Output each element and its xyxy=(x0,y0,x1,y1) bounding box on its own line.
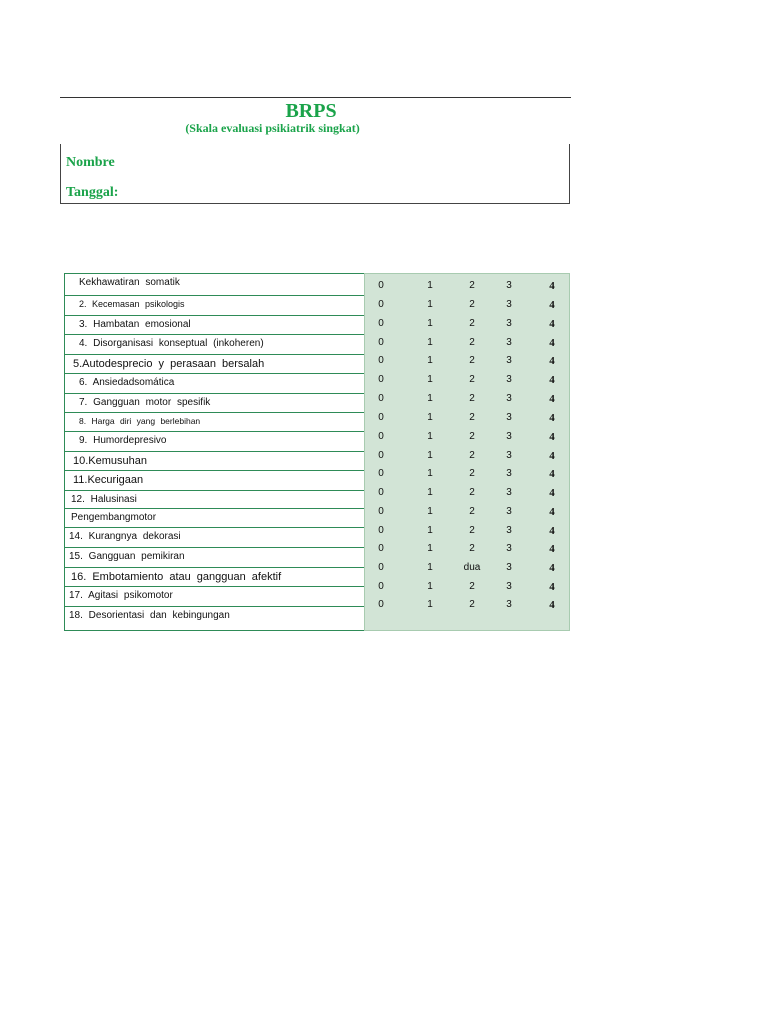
symptom-row xyxy=(65,316,364,335)
score-option-1[interactable]: 1 xyxy=(427,299,433,310)
score-option-3[interactable]: 3 xyxy=(506,355,512,366)
score-option-2[interactable]: 2 xyxy=(469,468,475,479)
symptom-row xyxy=(65,528,364,548)
score-option-2[interactable]: 2 xyxy=(469,355,475,366)
score-row xyxy=(365,599,571,617)
score-option-3[interactable]: 3 xyxy=(506,450,512,461)
score-option-0[interactable]: 0 xyxy=(378,393,384,404)
score-option-2[interactable]: 2 xyxy=(469,318,475,329)
symptom-label: 10.Kemusuhan xyxy=(73,455,147,467)
score-option-0[interactable]: 0 xyxy=(378,318,384,329)
symptom-row xyxy=(65,296,364,316)
score-option-1[interactable]: 1 xyxy=(427,562,433,573)
symptom-row xyxy=(65,432,364,452)
score-option-3[interactable]: 3 xyxy=(506,581,512,592)
score-option-0[interactable]: 0 xyxy=(378,337,384,348)
score-option-2[interactable]: 2 xyxy=(469,337,475,348)
symptom-row xyxy=(65,568,364,587)
score-option-2[interactable]: 2 xyxy=(469,393,475,404)
score-option-4[interactable]: 4 xyxy=(549,355,555,367)
score-option-1[interactable]: 1 xyxy=(427,374,433,385)
symptom-row xyxy=(65,335,364,355)
score-option-1[interactable]: 1 xyxy=(427,581,433,592)
symptom-label: 3. Hambatan emosional xyxy=(79,319,191,330)
score-option-0[interactable]: 0 xyxy=(378,487,384,498)
score-option-3[interactable]: 3 xyxy=(506,599,512,610)
symptom-label: Kekhawatiran somatik xyxy=(79,277,180,288)
symptom-label: 6. Ansiedadsomática xyxy=(79,377,175,388)
symptom-row xyxy=(65,607,364,632)
score-row xyxy=(365,431,571,449)
symptom-row xyxy=(65,548,364,568)
score-option-1[interactable]: 1 xyxy=(427,318,433,329)
symptom-row xyxy=(65,274,364,296)
score-option-0[interactable]: 0 xyxy=(378,450,384,461)
score-option-3[interactable]: 3 xyxy=(506,299,512,310)
score-option-0[interactable]: 0 xyxy=(378,468,384,479)
score-option-1[interactable]: 1 xyxy=(427,599,433,610)
date-label: Tanggal: xyxy=(66,185,119,200)
score-option-3[interactable]: 3 xyxy=(506,393,512,404)
symptom-label: 14. Kurangnya dekorasi xyxy=(69,531,181,542)
score-row xyxy=(365,280,571,298)
symptom-label: 7. Gangguan motor spesifik xyxy=(79,397,211,408)
score-option-4[interactable]: 4 xyxy=(549,412,555,424)
score-row xyxy=(365,543,571,561)
score-option-4[interactable]: 4 xyxy=(549,431,555,443)
symptom-row xyxy=(65,587,364,607)
score-option-4[interactable]: 4 xyxy=(549,543,555,555)
score-option-2[interactable]: 2 xyxy=(469,543,475,554)
symptom-row xyxy=(65,374,364,394)
score-row xyxy=(365,355,571,373)
score-option-1[interactable]: 1 xyxy=(427,355,433,366)
score-option-3[interactable]: 3 xyxy=(506,412,512,423)
score-option-4[interactable]: 4 xyxy=(549,581,555,593)
score-row xyxy=(365,318,571,336)
score-option-3[interactable]: 3 xyxy=(506,487,512,498)
score-option-3[interactable]: 3 xyxy=(506,525,512,536)
score-option-1[interactable]: 1 xyxy=(427,280,433,291)
patient-info-box xyxy=(60,144,570,204)
score-option-1[interactable]: 1 xyxy=(427,525,433,536)
score-option-4[interactable]: 4 xyxy=(549,599,555,611)
score-option-1[interactable]: 1 xyxy=(427,450,433,461)
form-subtitle: (Skala evaluasi psikiatrik singkat) xyxy=(185,121,360,135)
score-row xyxy=(365,337,571,355)
score-option-1[interactable]: 1 xyxy=(427,468,433,479)
score-row xyxy=(365,562,571,580)
score-option-2[interactable]: 2 xyxy=(469,374,475,385)
score-option-2[interactable]: 2 xyxy=(469,280,475,291)
score-option-2[interactable]: dua xyxy=(463,562,481,573)
score-option-0[interactable]: 0 xyxy=(378,543,384,554)
symptom-label: 16. Embotamiento atau gangguan afektif xyxy=(71,571,282,583)
form-title: BRPS xyxy=(285,100,337,122)
score-option-1[interactable]: 1 xyxy=(427,337,433,348)
score-option-2[interactable]: 2 xyxy=(469,525,475,536)
score-option-0[interactable]: 0 xyxy=(378,374,384,385)
score-option-4[interactable]: 4 xyxy=(549,318,555,330)
symptom-label: 12. Halusinasi xyxy=(71,494,137,505)
score-option-2[interactable]: 2 xyxy=(469,431,475,442)
score-option-0[interactable]: 0 xyxy=(378,506,384,517)
score-option-0[interactable]: 0 xyxy=(378,412,384,423)
symptom-row xyxy=(65,394,364,413)
score-option-4[interactable]: 4 xyxy=(549,280,555,292)
score-option-4[interactable]: 4 xyxy=(549,525,555,537)
score-option-0[interactable]: 0 xyxy=(378,355,384,366)
score-option-2[interactable]: 2 xyxy=(469,299,475,310)
score-option-3[interactable]: 3 xyxy=(506,431,512,442)
name-label: Nombre xyxy=(66,155,115,170)
symptom-label: 4. Disorganisasi konseptual (inkoheren) xyxy=(79,338,264,349)
symptom-label: 9. Humordepresivo xyxy=(79,435,167,446)
score-option-1[interactable]: 1 xyxy=(427,431,433,442)
score-option-4[interactable]: 4 xyxy=(549,374,555,386)
score-option-2[interactable]: 2 xyxy=(469,581,475,592)
score-option-1[interactable]: 1 xyxy=(427,506,433,517)
rating-scale-table xyxy=(64,273,570,631)
symptom-row xyxy=(65,491,364,509)
score-option-3[interactable]: 3 xyxy=(506,562,512,573)
score-option-4[interactable]: 4 xyxy=(549,450,555,462)
symptom-row xyxy=(65,471,364,491)
score-option-0[interactable]: 0 xyxy=(378,431,384,442)
score-option-2[interactable]: 2 xyxy=(469,506,475,517)
score-row xyxy=(365,374,571,392)
symptom-label: 18. Desorientasi dan kebingungan xyxy=(69,610,230,621)
symptom-label: 8. Harga diri yang berlebihan xyxy=(79,416,201,426)
score-option-2[interactable]: 2 xyxy=(469,599,475,610)
score-row xyxy=(365,393,571,411)
score-row xyxy=(365,412,571,430)
score-option-3[interactable]: 3 xyxy=(506,280,512,291)
score-option-1[interactable]: 1 xyxy=(427,412,433,423)
score-option-1[interactable]: 1 xyxy=(427,393,433,404)
score-option-3[interactable]: 3 xyxy=(506,468,512,479)
score-option-3[interactable]: 3 xyxy=(506,543,512,554)
symptom-label: 17. Agitasi psikomotor xyxy=(69,590,173,601)
symptom-label: 5.Autodesprecio y perasaan bersalah xyxy=(73,358,265,370)
score-row xyxy=(365,487,571,505)
score-row xyxy=(365,506,571,524)
top-rule xyxy=(60,97,571,98)
symptom-row xyxy=(65,413,364,432)
score-option-4[interactable]: 4 xyxy=(549,299,555,311)
score-option-3[interactable]: 3 xyxy=(506,506,512,517)
score-option-3[interactable]: 3 xyxy=(506,318,512,329)
score-option-1[interactable]: 1 xyxy=(427,543,433,554)
score-option-4[interactable]: 4 xyxy=(549,468,555,480)
score-row xyxy=(365,299,571,317)
score-option-4[interactable]: 4 xyxy=(549,487,555,499)
symptom-row xyxy=(65,355,364,374)
score-option-0[interactable]: 0 xyxy=(378,525,384,536)
symptom-label: 11.Kecurigaan xyxy=(73,474,144,486)
symptom-items-column xyxy=(64,273,364,631)
score-row xyxy=(365,468,571,486)
score-option-0[interactable]: 0 xyxy=(378,599,384,610)
symptom-label: 15. Gangguan pemikiran xyxy=(69,551,185,562)
score-option-2[interactable]: 2 xyxy=(469,487,475,498)
score-option-4[interactable]: 4 xyxy=(549,393,555,405)
score-option-4[interactable]: 4 xyxy=(549,506,555,518)
symptom-label: 2. Kecemasan psikologis xyxy=(79,299,185,309)
score-row xyxy=(365,450,571,468)
score-option-0[interactable]: 0 xyxy=(378,562,384,573)
score-option-3[interactable]: 3 xyxy=(506,374,512,385)
score-option-0[interactable]: 0 xyxy=(378,299,384,310)
symptom-label: Pengembangmotor xyxy=(71,512,157,523)
score-option-3[interactable]: 3 xyxy=(506,337,512,348)
symptom-row xyxy=(65,452,364,471)
score-row xyxy=(365,525,571,543)
score-option-0[interactable]: 0 xyxy=(378,581,384,592)
score-option-4[interactable]: 4 xyxy=(549,562,555,574)
score-option-0[interactable]: 0 xyxy=(378,280,384,291)
score-option-1[interactable]: 1 xyxy=(427,487,433,498)
score-row xyxy=(365,581,571,599)
score-options-column xyxy=(364,273,570,631)
score-option-2[interactable]: 2 xyxy=(469,412,475,423)
score-option-4[interactable]: 4 xyxy=(549,337,555,349)
score-option-2[interactable]: 2 xyxy=(469,450,475,461)
symptom-row xyxy=(65,509,364,528)
